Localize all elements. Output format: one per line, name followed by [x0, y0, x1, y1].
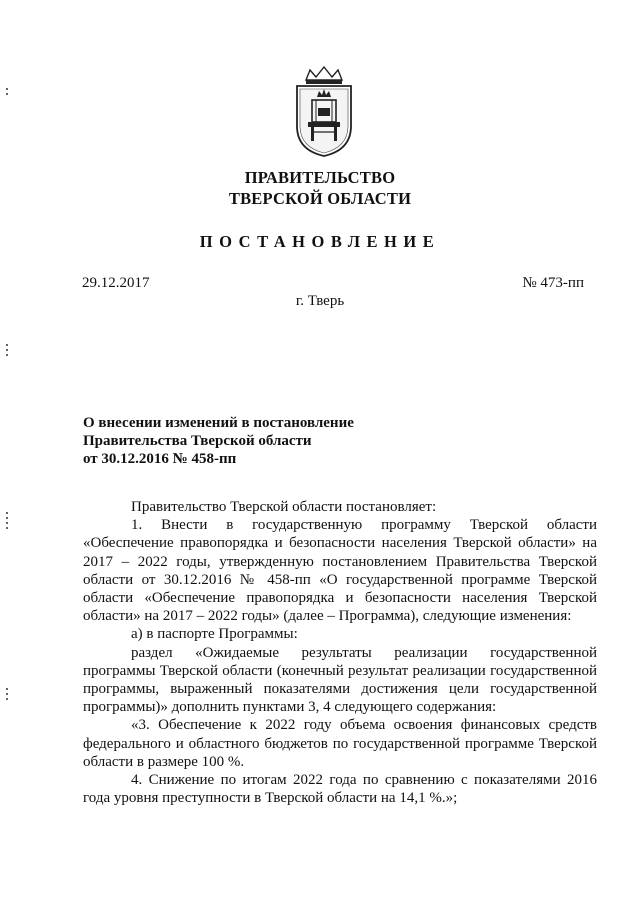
subject-line3: от 30.12.2016 № 458-пп — [83, 451, 237, 467]
tver-coat-of-arms-icon — [292, 66, 356, 158]
body-paragraph-section: раздел «Ожидаемые результаты реализации государственной программы Тверской области (конечный результат реализации государственной программы, выраженный показателями достижения цели государственной программы)» дополнить пунктами 3, 4 следующего содержания: — [83, 644, 597, 716]
document-subject — [83, 414, 354, 468]
body-paragraph-point4: 4. Снижение по итогам 2022 года по сравнению с показателями 2016 года уровня преступности в Тверской области на 14,1 %.»; — [83, 772, 597, 807]
document-date: 29.12.2017 — [82, 275, 150, 291]
body-paragraph-intro: Правительство Тверской области постановляет: — [131, 499, 437, 515]
document-city: г. Тверь — [295, 293, 345, 309]
body-paragraph-item1: 1. Внести в государственную программу Тверской области «Обеспечение правопорядка и безопасности населения Тверской области» на 2017 – 2022 годы, утвержденную постановлением Правительства Тверской области от 30.12.2016 № 458-пп «О государственной программе Тверской области «Обеспечение правопорядка и безопасности населения Тверской области» на 2017 – 2022 годы» (далее – Программа), следующие изменения: — [83, 517, 597, 625]
scan-margin-mark — [6, 344, 8, 358]
government-title-line1: ПРАВИТЕЛЬСТВО — [244, 168, 396, 187]
body-paragraph-point3: «3. Обеспечение к 2022 году объема освоения финансовых средств федерального и областного бюджетов по государственной программе Тверской области в размере 100 %. — [83, 717, 597, 770]
document-body — [83, 498, 597, 807]
government-title-line2: ТВЕРСКОЙ ОБЛАСТИ — [228, 189, 412, 208]
body-paragraph-item1a: а) в паспорте Программы: — [131, 626, 298, 643]
subject-line1: О внесении изменений в постановление — [83, 415, 354, 431]
scan-margin-mark — [6, 688, 8, 700]
scan-margin-mark — [6, 512, 8, 532]
document-type-title: ПОСТАНОВЛЕНИЕ — [199, 232, 441, 251]
document-number: № 473-пп — [522, 275, 584, 291]
scan-margin-mark — [6, 88, 8, 98]
subject-line2: Правительства Тверской области — [83, 433, 312, 449]
